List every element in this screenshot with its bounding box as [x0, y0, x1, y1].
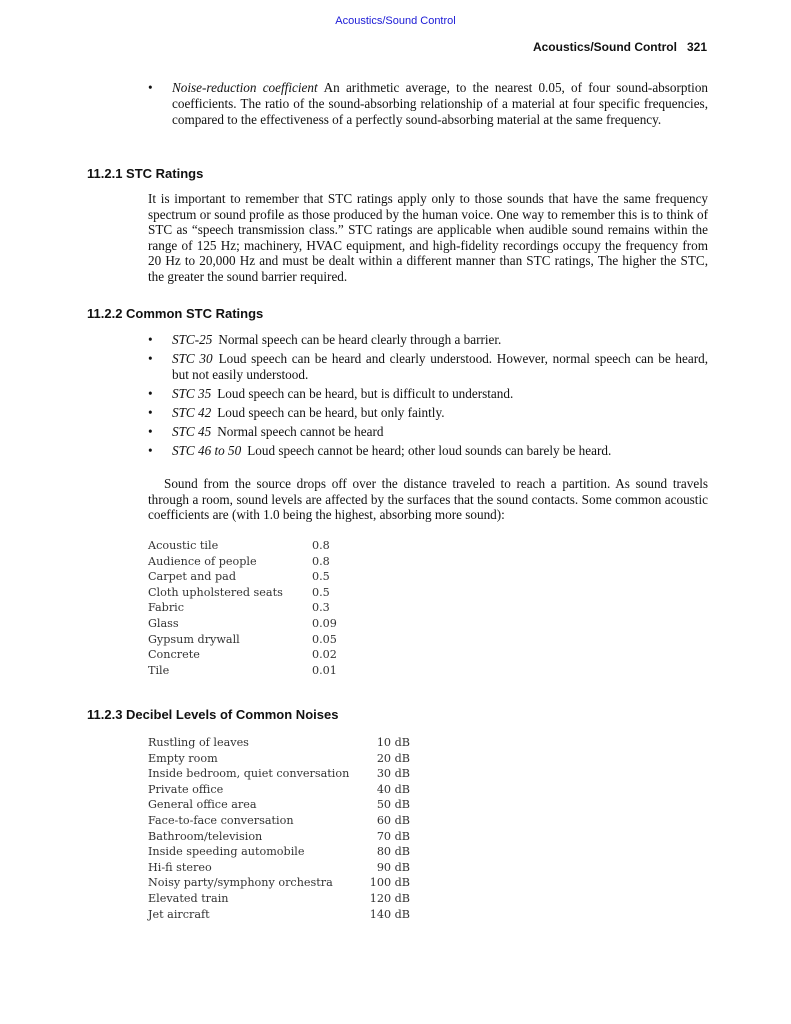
level-cell: 10 dB — [376, 736, 410, 749]
table-row — [148, 538, 348, 554]
term: STC 42 — [172, 405, 212, 420]
table-row — [148, 616, 348, 632]
stc-list — [148, 332, 708, 462]
table-row — [148, 735, 410, 751]
list-item — [148, 80, 708, 128]
bullet-icon: • — [148, 443, 153, 458]
value-cell: 0.5 — [312, 585, 330, 599]
noise-source-cell: Inside bedroom, quiet conversation — [148, 767, 350, 781]
level-cell: 40 dB — [376, 782, 410, 796]
value-cell: 0.5 — [312, 570, 330, 584]
noise-source-cell: Hi-fi stereo — [148, 860, 212, 874]
term: STC 35 — [172, 386, 212, 401]
value-cell: 0.05 — [312, 632, 337, 646]
value-cell: 0.01 — [312, 663, 337, 677]
bullet-icon: • — [148, 351, 153, 366]
section-heading-common-stc: 11.2.2 Common STC Ratings — [87, 306, 264, 321]
level-cell: 140 dB — [369, 907, 410, 921]
level-cell: 100 dB — [369, 876, 410, 890]
stc-paragraph: It is important to remember that STC ratings apply only to those sounds that have the same frequency spectrum or sound profile as those produced by the human voice. One way to remember this is to think of STC as “speech transmission class.” STC ratings are applicable when audible sound remains within the range of 125 Hz; machinery, HVAC equipment, and high-fidelity recordings occupy the frequency from 20 Hz to 20,000 Hz and must be dealt within a different manner than STC ratings, The higher the STC, the greater the sound barrier required. — [148, 191, 708, 284]
material-cell: Carpet and pad — [148, 570, 236, 584]
bullet-icon: • — [148, 405, 153, 420]
bullet-icon: • — [148, 80, 153, 95]
noise-source-cell: Jet aircraft — [148, 907, 210, 921]
decibel-levels-table — [148, 735, 410, 922]
bullet-icon: • — [148, 332, 153, 347]
material-cell: Cloth upholstered seats — [148, 585, 283, 599]
level-cell: 80 dB — [376, 845, 410, 859]
table-row — [148, 663, 348, 679]
value-cell: 0.02 — [312, 648, 337, 662]
table-row — [148, 875, 410, 891]
material-cell: Fabric — [148, 601, 185, 615]
list-item — [148, 351, 708, 383]
level-cell: 70 dB — [376, 829, 410, 843]
term: STC 46 to 50 — [172, 443, 242, 458]
table-row — [148, 782, 410, 798]
material-cell: Gypsum drywall — [148, 632, 240, 646]
noise-source-cell: Noisy party/symphony orchestra — [148, 876, 333, 890]
value-cell: 0.8 — [312, 539, 330, 552]
list-item — [148, 386, 708, 402]
material-cell: Glass — [148, 616, 179, 630]
page-number: 321 — [686, 40, 707, 54]
definition: An arithmetic average, to the nearest 0.05, of four sound-absorption coefficients. The ratio of the sound-absorbing relationship of a material at four specific frequencies, compared to the effectiveness of a perfectly sound-absorbing material at the same frequency. — [172, 80, 709, 127]
table-row — [148, 569, 348, 585]
definition: Loud speech can be heard and clearly understood. However, normal speech can be heard, but not easily understood. — [172, 351, 708, 382]
table-row — [148, 766, 410, 782]
bullet-icon: • — [148, 386, 153, 401]
table-row — [148, 647, 348, 663]
definition: Normal speech cannot be heard — [217, 424, 384, 439]
level-cell: 120 dB — [369, 891, 410, 905]
coefficients-intro-paragraph: Sound from the source drops off over the distance traveled to reach a partition. As sound travels through a room, sound levels are affected by the surfaces that the sound contacts. Some common acoustic coefficients are (with 1.0 being the highest, absorbing more sound): — [148, 476, 708, 523]
material-cell: Audience of people — [148, 554, 257, 568]
noise-source-cell: Inside speeding automobile — [148, 845, 305, 859]
noise-source-cell: Rustling of leaves — [148, 736, 249, 749]
table-row — [148, 813, 410, 829]
list-item — [148, 405, 708, 421]
table-row — [148, 797, 410, 813]
section-heading-stc-ratings: 11.2.1 STC Ratings — [87, 166, 204, 181]
bullet-icon: • — [148, 424, 153, 439]
material-cell: Concrete — [148, 648, 200, 662]
value-cell: 0.8 — [312, 554, 330, 568]
running-head-title: Acoustics/Sound Control — [532, 40, 677, 54]
table-row — [148, 632, 348, 648]
nrc-bullet-list — [148, 80, 708, 131]
noise-source-cell: General office area — [148, 798, 257, 812]
definition: Loud speech cannot be heard; other loud sounds can barely be heard. — [247, 443, 612, 458]
noise-source-cell: Face-to-face conversation — [148, 813, 294, 827]
table-row — [148, 829, 410, 845]
table-row — [148, 554, 348, 570]
level-cell: 30 dB — [376, 767, 410, 781]
term: STC 30 — [172, 351, 213, 366]
value-cell: 0.3 — [312, 601, 330, 615]
definition: Loud speech can be heard, but is difficult to understand. — [217, 386, 514, 401]
term: STC-25 — [172, 332, 213, 347]
section-heading-decibel-levels: 11.2.3 Decibel Levels of Common Noises — [87, 707, 339, 722]
running-head — [533, 40, 707, 54]
table-row — [148, 860, 410, 876]
noise-source-cell: Bathroom/television — [148, 829, 263, 843]
level-cell: 60 dB — [376, 813, 410, 827]
table-row — [148, 891, 410, 907]
level-cell: 20 dB — [376, 751, 410, 765]
list-item — [148, 424, 708, 440]
table-row — [148, 844, 410, 860]
term: STC 45 — [172, 424, 212, 439]
noise-source-cell: Elevated train — [148, 891, 229, 905]
definition: Normal speech can be heard clearly through a barrier. — [218, 332, 502, 347]
material-cell: Acoustic tile — [148, 539, 219, 552]
noise-source-cell: Private office — [148, 782, 224, 796]
acoustic-coefficients-table — [148, 538, 348, 678]
level-cell: 50 dB — [376, 798, 410, 812]
definition: Loud speech can be heard, but only faintly. — [217, 405, 445, 420]
material-cell: Tile — [148, 663, 170, 677]
table-row — [148, 751, 410, 767]
table-row — [148, 907, 410, 923]
value-cell: 0.09 — [312, 616, 337, 630]
table-row — [148, 585, 348, 601]
top-link[interactable]: Acoustics/Sound Control — [335, 15, 456, 27]
noise-source-cell: Empty room — [148, 751, 218, 765]
term: Noise-reduction coefficient — [172, 80, 318, 95]
list-item — [148, 443, 708, 459]
table-row — [148, 600, 348, 616]
list-item — [148, 332, 708, 348]
level-cell: 90 dB — [376, 860, 410, 874]
